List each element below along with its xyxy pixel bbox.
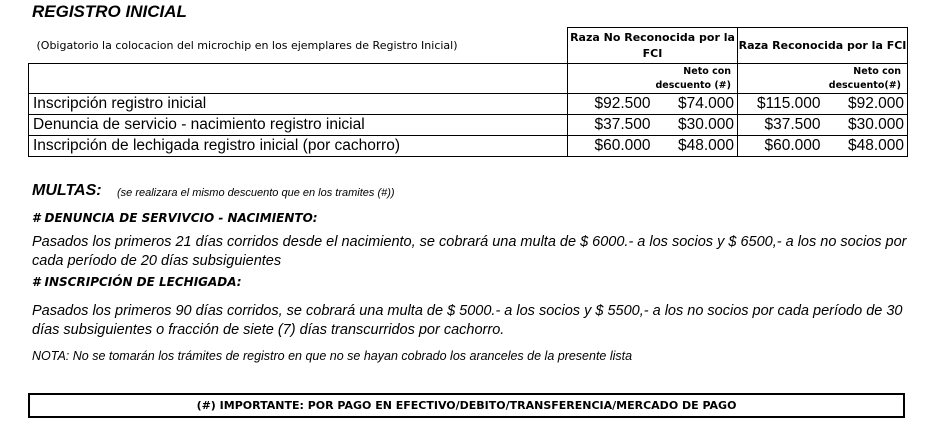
net-reconocida: $92.000 xyxy=(824,94,908,115)
header-empty-cell xyxy=(29,64,568,94)
multas-title: MULTAS: xyxy=(32,182,102,199)
row-label: Inscripción de lechigada registro inicial (por cachorro) xyxy=(29,136,568,157)
microchip-note: (Obigatorio la colocacion del microchip en los ejemplares de Registro Inicial) xyxy=(36,38,458,52)
row-label: Inscripción registro inicial xyxy=(29,94,568,115)
net-no-reconocida: $30.000 xyxy=(654,115,738,136)
page-title: REGISTRO INICIAL xyxy=(32,2,187,21)
price-reconocida: $37.500 xyxy=(738,115,824,136)
nota-text: NOTA: No se tomarán los trámites de registro en que no se hayan cobrado los aranceles de la presente lista xyxy=(32,349,633,363)
row-label: Denuncia de servicio - nacimiento registro inicial xyxy=(29,115,568,136)
section-title-denuncia: # DENUNCIA DE SERVIVCIO - NACIMIENTO: xyxy=(32,211,318,225)
net-no-reconocida: $74.000 xyxy=(654,94,738,115)
table-row xyxy=(29,115,908,136)
price-no-reconocida: $60.000 xyxy=(568,136,654,157)
multas-note: (se realizara el mismo descuento que en los tramites (#)) xyxy=(117,187,395,199)
section-title-lechigada: # INSCRIPCIÓN DE LECHIGADA: xyxy=(32,275,242,289)
header-no-reconocida: Raza No Reconocida por la FCI xyxy=(568,28,738,64)
table-row xyxy=(29,94,908,115)
header-reconocida: Raza Reconocida por la FCI xyxy=(738,28,908,64)
price-reconocida: $115.000 xyxy=(757,95,821,112)
net-no-reconocida: $48.000 xyxy=(654,136,738,157)
header-discount-1: Neto con descuento (#) xyxy=(654,64,738,94)
price-no-reconocida: $37.500 xyxy=(568,115,654,136)
price-reconocida: $60.000 xyxy=(738,136,824,157)
section-text-lechigada: Pasados los primeros 90 días corridos, se cobrará una multa de $ 5000.- a los socios y $ 5500,- a los no socios por cada período de 30 días subsiguientes o fracción de siete (7) días transcurridos por cachorro. xyxy=(32,303,903,338)
net-reconocida: $48.000 xyxy=(824,136,908,157)
net-reconocida: $30.000 xyxy=(824,115,908,136)
header-discount-2: Neto con descuento(#) xyxy=(824,64,908,94)
header-empty-cell xyxy=(568,64,654,94)
table-row xyxy=(29,136,908,157)
price-no-reconocida: $92.500 xyxy=(594,95,651,112)
section-text-denuncia: Pasados los primeros 21 días corridos desde el nacimiento, se cobrará una multa de $ 6000.- a los socios y $ 6500,- a los no socios por cada período de 20 días subsiguientes xyxy=(32,234,907,269)
fees-table xyxy=(28,27,908,157)
important-box: (#) IMPORTANTE: POR PAGO EN EFECTIVO/DEBITO/TRANSFERENCIA/MERCADO DE PAGO xyxy=(28,393,905,418)
header-empty-cell xyxy=(738,64,824,94)
